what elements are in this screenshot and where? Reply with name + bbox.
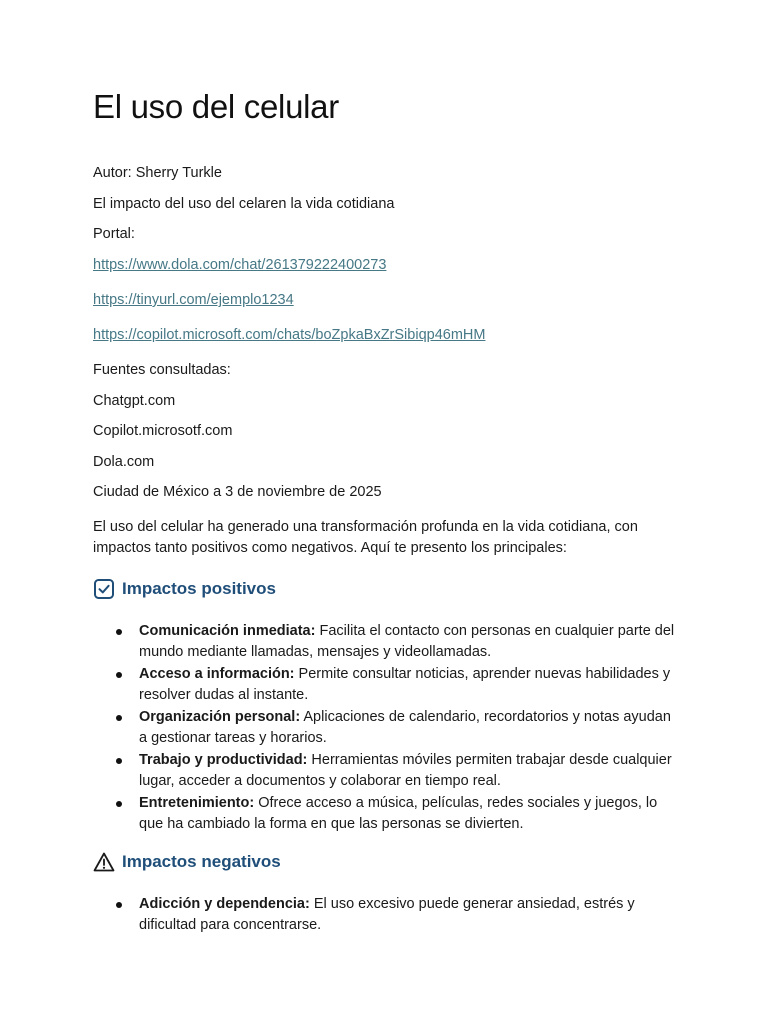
source-item: Dola.com bbox=[93, 454, 155, 470]
list-item: Organización personal: Aplicaciones de calendario, recordatorios y notas ayudan a gestionar tareas y horarios. bbox=[93, 707, 678, 749]
positive-impacts-list bbox=[93, 621, 678, 836]
source-item: Chatgpt.com bbox=[93, 393, 176, 409]
negative-heading-label: Impactos negativos bbox=[122, 852, 281, 871]
link-tinyurl[interactable]: https://tinyurl.com/ejemplo1234 bbox=[93, 292, 294, 308]
checkbox-icon bbox=[93, 578, 115, 600]
intro-paragraph: El uso del celular ha generado una transformación profunda en la vida cotidiana, con impactos tanto positivos como negativos. Aquí te presento los principales: bbox=[93, 519, 638, 556]
list-item: Entretenimiento: Ofrece acceso a música, películas, redes sociales y juegos, lo que ha cambiado la forma en que las personas se divierten. bbox=[93, 793, 678, 835]
sources-label: Fuentes consultadas: bbox=[93, 362, 231, 378]
portal-label: Portal: bbox=[93, 226, 135, 242]
document-title: El uso del celular bbox=[93, 88, 339, 125]
warning-icon bbox=[93, 851, 115, 873]
link-dola[interactable]: https://www.dola.com/chat/261379222400273 bbox=[93, 257, 387, 273]
author-line: Autor: Sherry Turkle bbox=[93, 165, 222, 181]
positive-impacts-heading bbox=[93, 578, 276, 600]
positive-heading-label: Impactos positivos bbox=[122, 579, 276, 598]
link-copilot[interactable]: https://copilot.microsoft.com/chats/boZpkaBxZrSibiqp46mHM bbox=[93, 327, 486, 343]
place-date-line: Ciudad de México a 3 de noviembre de 2025 bbox=[93, 484, 382, 500]
negative-impacts-heading bbox=[93, 851, 281, 873]
list-item: Acceso a información: Permite consultar noticias, aprender nuevas habilidades y resolver dudas al instante. bbox=[93, 664, 678, 706]
list-item: Comunicación inmediata: Facilita el contacto con personas en cualquier parte del mundo mediante llamadas, mensajes y videollamadas. bbox=[93, 621, 678, 663]
source-item: Copilot.microsotf.com bbox=[93, 423, 233, 439]
subtitle-line: El impacto del uso del celaren la vida cotidiana bbox=[93, 196, 395, 212]
negative-impacts-list bbox=[93, 894, 678, 937]
list-item: Trabajo y productividad: Herramientas móviles permiten trabajar desde cualquier lugar, acceder a documentos y colaborar en tiempo real. bbox=[93, 750, 678, 792]
list-item: Adicción y dependencia: El uso excesivo puede generar ansiedad, estrés y dificultad para concentrarse. bbox=[93, 894, 678, 936]
